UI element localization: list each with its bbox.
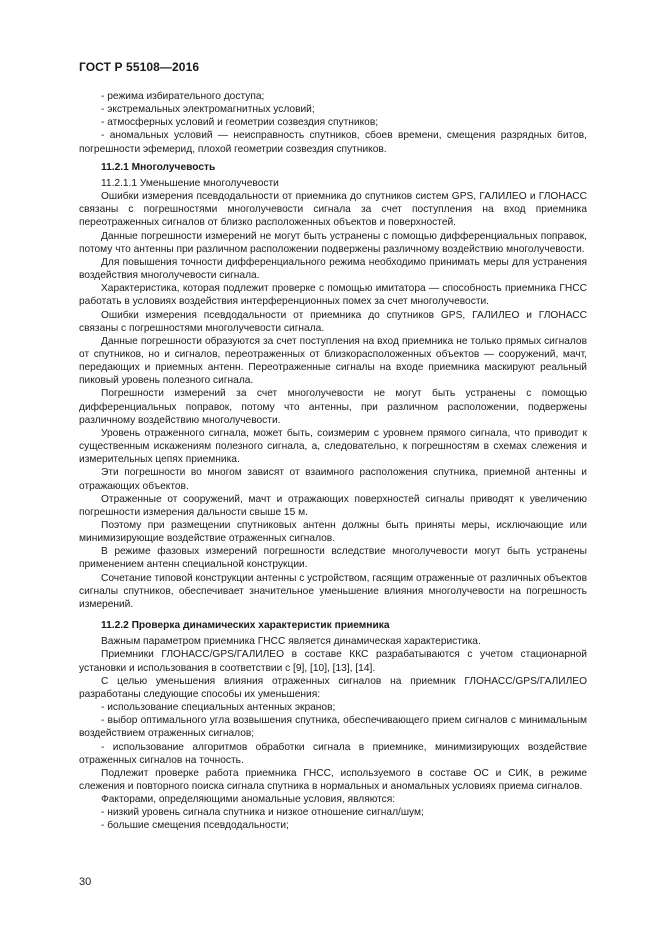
paragraph: В режиме фазовых измерений погрешности вследствие многолучевости могут быть устранены применением антенн специальной конструкции. <box>79 546 587 571</box>
list-item: - аномальных условий — неисправность спутников, сбоев времени, смещения разрядных битов, погрешности эфемерид, плохой геометрии созвездия спутников. <box>79 130 587 155</box>
list-item: - низкий уровень сигнала спутника и низкое отношение сигнал/шум; <box>101 807 424 819</box>
list-item: - использование специальных антенных экранов; <box>101 702 336 714</box>
paragraph: Сочетание типовой конструкции антенны с устройством, гасящим отраженные от различных объектов сигналы спутников, обеспечивает значительное уменьшение влияния многолучевости на погрешность измерений. <box>79 572 587 610</box>
list-item: - использование алгоритмов обработки сигнала в приемнике, минимизирующих воздействие отраженных сигналов на точность. <box>79 741 587 766</box>
paragraph: Эти погрешности во многом зависят от взаимного расположения спутника, приемной антенны и отражающих объектов. <box>79 467 587 492</box>
paragraph: Уровень отраженного сигнала, может быть, соизмерим с уровнем прямого сигнала, что приводит к существенным искажениям полезного сигнала, а, следовательно, к погрешностям в схемах слежения и измерительных цепях приемника. <box>79 427 587 466</box>
paragraph: Приемники ГЛОНАСС/GPS/ГАЛИЛЕО в составе ККС разрабатываются с учетом стационарной установки и использования в соответствии с [9], [10], [13], [14]. <box>79 649 587 674</box>
list-item: - режима избирательного доступа; <box>101 91 265 102</box>
paragraph: Погрешности измерений за счет многолучевости не могут быть устранены с помощью дифференциальных поправок, потому что антенны, при различном расположении, подвержены различному воздействию многолучевости. <box>79 388 587 426</box>
section-heading: 11.2.1 Многолучевость <box>101 161 216 173</box>
page-body <box>79 90 587 833</box>
document-header: ГОСТ Р 55108—2016 <box>79 60 200 74</box>
list-item: - большие смещения псевдодальности; <box>101 820 289 832</box>
paragraph: Характеристика, которая подлежит проверке с помощью имитатора — способность приемника ГНСС работать в условиях воздействия интерференционных помех за счет многолучевости. <box>79 283 587 308</box>
paragraph: Ошибки измерения псевдодальности от приемника до спутников GPS, ГАЛИЛЕО и ГЛОНАСС связаны с погрешностями многолучевости сигнала. <box>79 309 587 334</box>
section-heading: 11.2.2 Проверка динамических характеристик приемника <box>101 620 390 632</box>
paragraph: Факторами, определяющими аномальные условия, являются: <box>101 794 396 806</box>
list-item: - экстремальных электромагнитных условий; <box>101 104 315 116</box>
paragraph: Подлежит проверке работа приемника ГНСС, используемого в составе ОС и СИК, в режиме слежения и повторного поиска сигнала спутника в нормальных и аномальных условиях приема сигналов. <box>79 767 587 792</box>
subsection-heading: 11.2.1.1 Уменьшение многолучевости <box>101 177 279 189</box>
page-number: 30 <box>79 876 92 888</box>
list-item: - выбор оптимального угла возвышения спутника, обеспечивающего прием сигналов с минимальным воздействием отраженных сигналов; <box>79 715 587 740</box>
paragraph: Отраженные от сооружений, мачт и отражающих поверхностей сигналы приводят к увеличению погрешности измерения дальности свыше 15 м. <box>79 493 587 518</box>
paragraph: Поэтому при размещении спутниковых антенн должны быть приняты меры, исключающие или минимизирующие воздействие отраженных сигналов. <box>79 520 587 545</box>
paragraph: Важным параметром приемника ГНСС является динамическая характеристика. <box>101 636 481 648</box>
paragraph: С целью уменьшения влияния отраженных сигналов на приемник ГЛОНАСС/GPS/ГАЛИЛЕО разработаны следующие способы их уменьшения: <box>79 675 587 700</box>
paragraph: Данные погрешности образуются за счет поступления на вход приемника не только прямых сигналов от спутников, но и сигналов, переотраженных от близкорасположенных объектов — сооружений, мачт, передающих и приемных антенн. Переотраженные сигналы на входе приемника маскируют реальный пиковый уровень полезного сигнала. <box>79 335 587 387</box>
list-item: - атмосферных условий и геометрии созвездия спутников; <box>101 117 379 129</box>
paragraph: Для повышения точности дифференциального режима необходимо принимать меры для устранения воздействия многолучевости сигнала. <box>79 256 587 282</box>
paragraph: Данные погрешности измерений не могут быть устранены с помощью дифференциальных поправок, потому что антенны при различном расположении подвержены различному воздействию многолучевости. <box>79 230 587 255</box>
paragraph: Ошибки измерения псевдодальности от приемника до спутников систем GPS, ГАЛИЛЕО и ГЛОНАСС связаны с погрешностями многолучевости сигнала за счет поступления на вход приемника переотраженных сигналов от близко расположенных объектов и поверхностей. <box>79 191 587 229</box>
